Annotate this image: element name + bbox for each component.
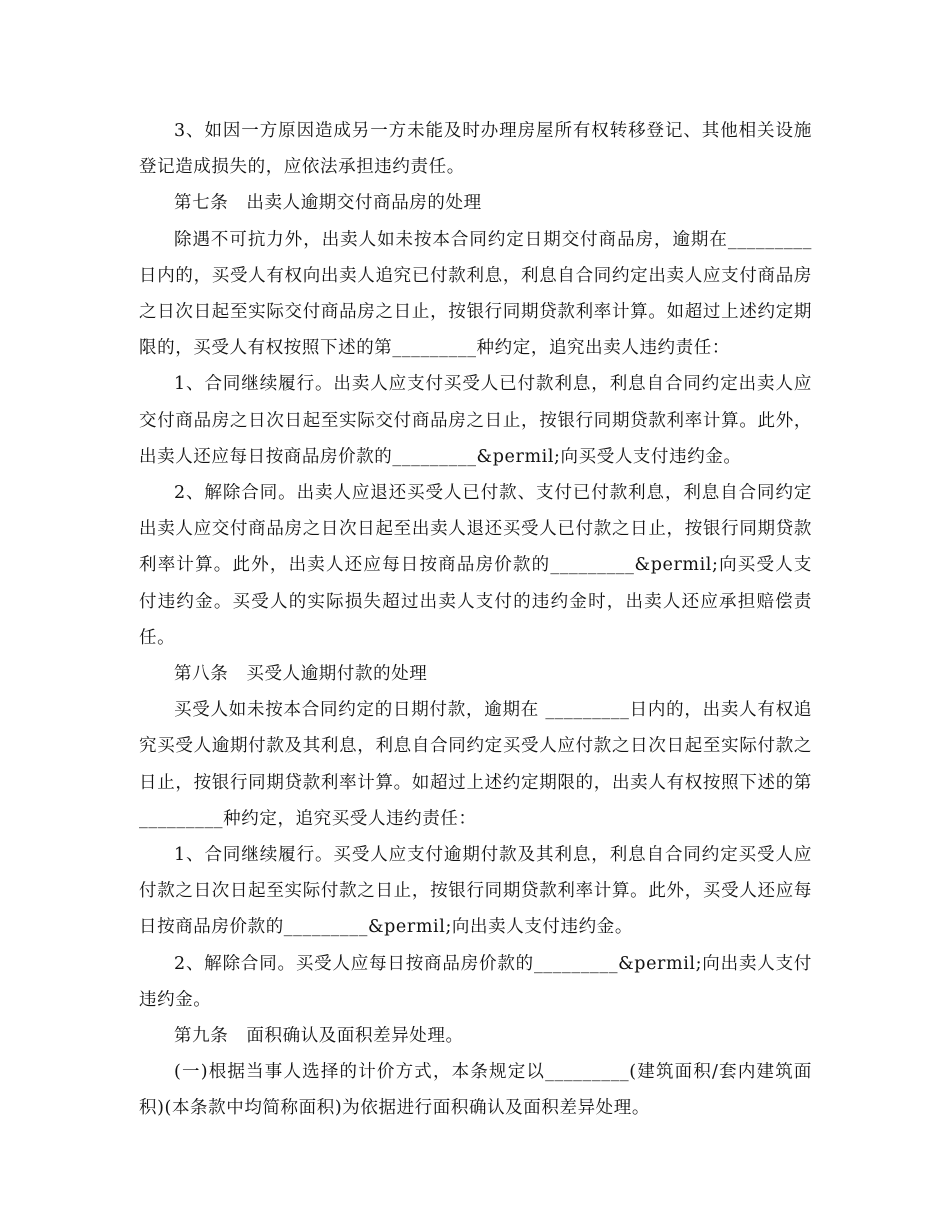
heading-article-9: 第九条 面积确认及面积差异处理。 bbox=[174, 1026, 464, 1047]
paragraph-registration-liability: 3、如因一方原因造成另一方未能及时办理房屋所有权转移登记、其他相关设施登记造成损失的，应依法承担违约责任。 bbox=[139, 121, 812, 178]
paragraph-seller-continue-contract: 1、合同继续履行。出卖人应支付买受人已付款利息，利息自合同约定出卖人应交付商品房之日次日起至实际交付商品房之日止，按银行同期贷款利率计算。此外，出卖人还应每日按商品房价款的_________&permil;向买受人支付违约金。 bbox=[139, 374, 812, 467]
paragraph-seller-late-delivery: 除遇不可抗力外，出卖人如未按本合同约定日期交付商品房，逾期在_________日内的，买受人有权向出卖人追究已付款利息，利息自合同约定出卖人应支付商品房之日次日起至实际交付商品房之日止，按银行同期贷款利率计算。如超过上述约定期限的，买受人有权按照下述的第_________种约定，追究出卖人违约责任： bbox=[139, 229, 812, 359]
paragraph-buyer-terminate-contract: 2、解除合同。买受人应每日按商品房价款的_________&permil;向出卖人支付违约金。 bbox=[139, 953, 812, 1010]
paragraph-seller-terminate-contract: 2、解除合同。出卖人应退还买受人已付款、支付已付款利息，利息自合同约定出卖人应交付商品房之日次日起至出卖人退还买受人已付款之日止，按银行同期贷款利率计算。此外，出卖人还应每日按商品房价款的_________&permil;向买受人支付违约金。买受人的实际损失超过出卖人支付的违约金时，出卖人还应承担赔偿责任。 bbox=[139, 483, 812, 648]
heading-article-7: 第七条 出卖人逾期交付商品房的处理 bbox=[174, 193, 482, 214]
paragraph-area-confirmation: (一)根据当事人选择的计价方式，本条规定以_________(建筑面积/套内建筑面积)(本条款中均简称面积)为依据进行面积确认及面积差异处理。 bbox=[139, 1062, 812, 1119]
paragraph-buyer-continue-contract: 1、合同继续履行。买受人应支付逾期付款及其利息，利息自合同约定买受人应付款之日次日起至实际付款之日止，按银行同期贷款利率计算。此外，买受人还应每日按商品房价款的_________&permil;向出卖人支付违约金。 bbox=[139, 845, 812, 938]
heading-article-8: 第八条 买受人逾期付款的处理 bbox=[174, 664, 428, 685]
contract-body bbox=[139, 113, 812, 1127]
paragraph-buyer-late-payment: 买受人如未按本合同约定的日期付款，逾期在 _________日内的，出卖人有权追究买受人逾期付款及其利息，利息自合同约定买受人应付款之日次日起至实际付款之日止，按银行同期贷款利率计算。如超过上述约定期限的，出卖人有权按照下述的第_________种约定，追究买受人违约责任： bbox=[139, 700, 812, 829]
